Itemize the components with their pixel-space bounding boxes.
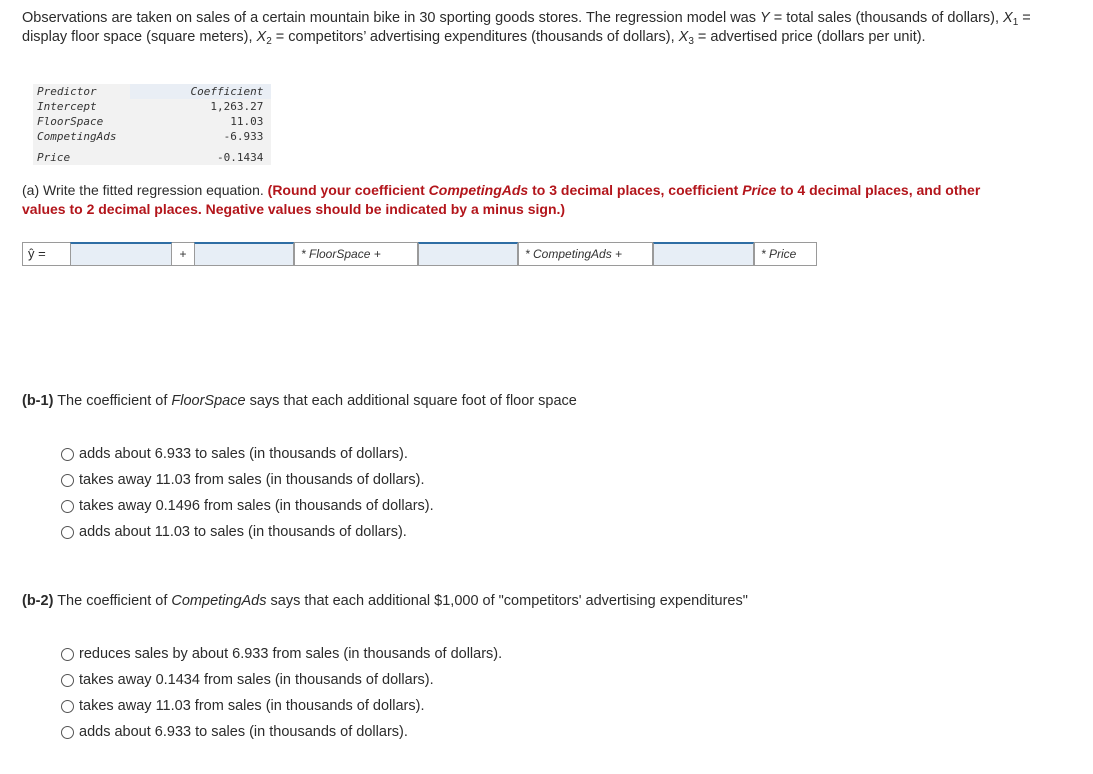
predictor-cell: CompetingAds bbox=[37, 130, 117, 143]
question-text: says that each additional square foot of floor space bbox=[245, 393, 577, 409]
radio-option[interactable] bbox=[61, 467, 434, 493]
intro-text-4: = competitors’ advertising expenditures (thousands of dollars), bbox=[271, 29, 679, 45]
problem-intro bbox=[22, 9, 1062, 47]
question-text: says that each additional $1,000 of "competitors' advertising expenditures" bbox=[266, 593, 748, 609]
instruction-text: to 4 decimal places, and other values to 2 decimal places. Negative values should be indicated by a minus sign.) bbox=[22, 182, 981, 217]
coefficient-cell: 1,263.27 bbox=[210, 100, 264, 113]
coefficient-table bbox=[33, 84, 271, 165]
option-label: adds about 11.03 to sales (in thousands of dollars). bbox=[79, 524, 407, 540]
radio-option[interactable] bbox=[61, 719, 502, 745]
intro-text-5: = advertised price (dollars per unit). bbox=[693, 29, 926, 45]
predictor-cell: Intercept bbox=[37, 100, 97, 113]
part-b2-options bbox=[61, 641, 502, 745]
intro-text-2: = total sales (thousands of dollars), bbox=[769, 10, 1004, 26]
table-row bbox=[33, 114, 271, 129]
predictor-cell: FloorSpace bbox=[37, 115, 104, 128]
coefficient-cell: 11.03 bbox=[230, 115, 264, 128]
radio-button[interactable] bbox=[61, 474, 74, 487]
x2-variable: X bbox=[256, 29, 267, 45]
radio-button[interactable] bbox=[61, 700, 74, 713]
question-text: The coefficient of bbox=[53, 393, 172, 409]
competingads-term: * CompetingAds + bbox=[518, 242, 653, 266]
option-label: takes away 11.03 from sales (in thousands of dollars). bbox=[79, 472, 425, 488]
coefficient-cell: -6.933 bbox=[223, 130, 264, 143]
part-b2-label: (b-2) bbox=[22, 593, 54, 609]
x3-variable: X bbox=[678, 29, 689, 45]
intro-text-1: Observations are taken on sales of a certain mountain bike in 30 sporting goods stores. The regression model was bbox=[22, 10, 761, 26]
y-variable: Y bbox=[760, 10, 770, 26]
option-label: reduces sales by about 6.933 from sales (in thousands of dollars). bbox=[79, 646, 503, 662]
radio-button[interactable] bbox=[61, 726, 74, 739]
radio-button[interactable] bbox=[61, 526, 74, 539]
table-row bbox=[33, 129, 271, 144]
predictor-cell: Price bbox=[37, 151, 71, 164]
table-header-row bbox=[33, 84, 271, 99]
option-label: takes away 11.03 from sales (in thousands of dollars). bbox=[79, 698, 425, 714]
option-label: adds about 6.933 to sales (in thousands of dollars). bbox=[79, 724, 408, 740]
part-b1-question bbox=[22, 393, 577, 409]
part-a-lead: (a) Write the fitted regression equation. bbox=[22, 182, 264, 198]
table-row bbox=[33, 144, 271, 165]
yhat-label: ŷ = bbox=[22, 242, 70, 266]
radio-option[interactable] bbox=[61, 519, 434, 545]
part-b1-label: (b-1) bbox=[22, 393, 54, 409]
coefficient-cell: -0.1434 bbox=[216, 151, 264, 164]
radio-button[interactable] bbox=[61, 674, 74, 687]
header-predictor: Predictor bbox=[37, 85, 97, 98]
part-b2-question bbox=[22, 593, 748, 609]
radio-option[interactable] bbox=[61, 641, 502, 667]
price-term: * Price bbox=[754, 242, 817, 266]
radio-button[interactable] bbox=[61, 500, 74, 513]
option-label: takes away 0.1434 from sales (in thousands of dollars). bbox=[79, 672, 434, 688]
instruction-text: to 3 decimal places, coefficient bbox=[528, 182, 743, 198]
competingads-coef-input[interactable] bbox=[418, 242, 518, 266]
x1-variable: X bbox=[1003, 10, 1013, 26]
table-row bbox=[33, 99, 271, 114]
part-a-question bbox=[22, 181, 982, 219]
part-b1-options bbox=[61, 441, 434, 545]
radio-button[interactable] bbox=[61, 648, 74, 661]
radio-option[interactable] bbox=[61, 441, 434, 467]
instruction-var-competingads: CompetingAds bbox=[428, 182, 529, 198]
question-var-competingads: CompetingAds bbox=[171, 593, 267, 609]
x2-subscript: 2 bbox=[266, 36, 272, 47]
floorspace-term: * FloorSpace + bbox=[294, 242, 418, 266]
radio-option[interactable] bbox=[61, 493, 434, 519]
price-coef-input[interactable] bbox=[653, 242, 754, 266]
intercept-input[interactable] bbox=[70, 242, 172, 266]
radio-option[interactable] bbox=[61, 693, 502, 719]
x1-subscript: 1 bbox=[1012, 17, 1019, 28]
question-var-floorspace: FloorSpace bbox=[171, 393, 246, 409]
plus-sign: + bbox=[172, 242, 194, 266]
radio-option[interactable] bbox=[61, 667, 502, 693]
option-label: adds about 6.933 to sales (in thousands of dollars). bbox=[79, 446, 408, 462]
instruction-text: (Round your coefficient bbox=[267, 182, 429, 198]
question-text: The coefficient of bbox=[53, 593, 172, 609]
instruction-var-price: Price bbox=[742, 182, 777, 198]
option-label: takes away 0.1496 from sales (in thousands of dollars). bbox=[79, 498, 434, 514]
header-coefficient: Coefficient bbox=[130, 84, 271, 99]
x3-subscript: 3 bbox=[688, 36, 694, 47]
floorspace-coef-input[interactable] bbox=[194, 242, 294, 266]
intro-text-3: = display floor space (square meters), bbox=[22, 10, 1031, 45]
radio-button[interactable] bbox=[61, 448, 74, 461]
